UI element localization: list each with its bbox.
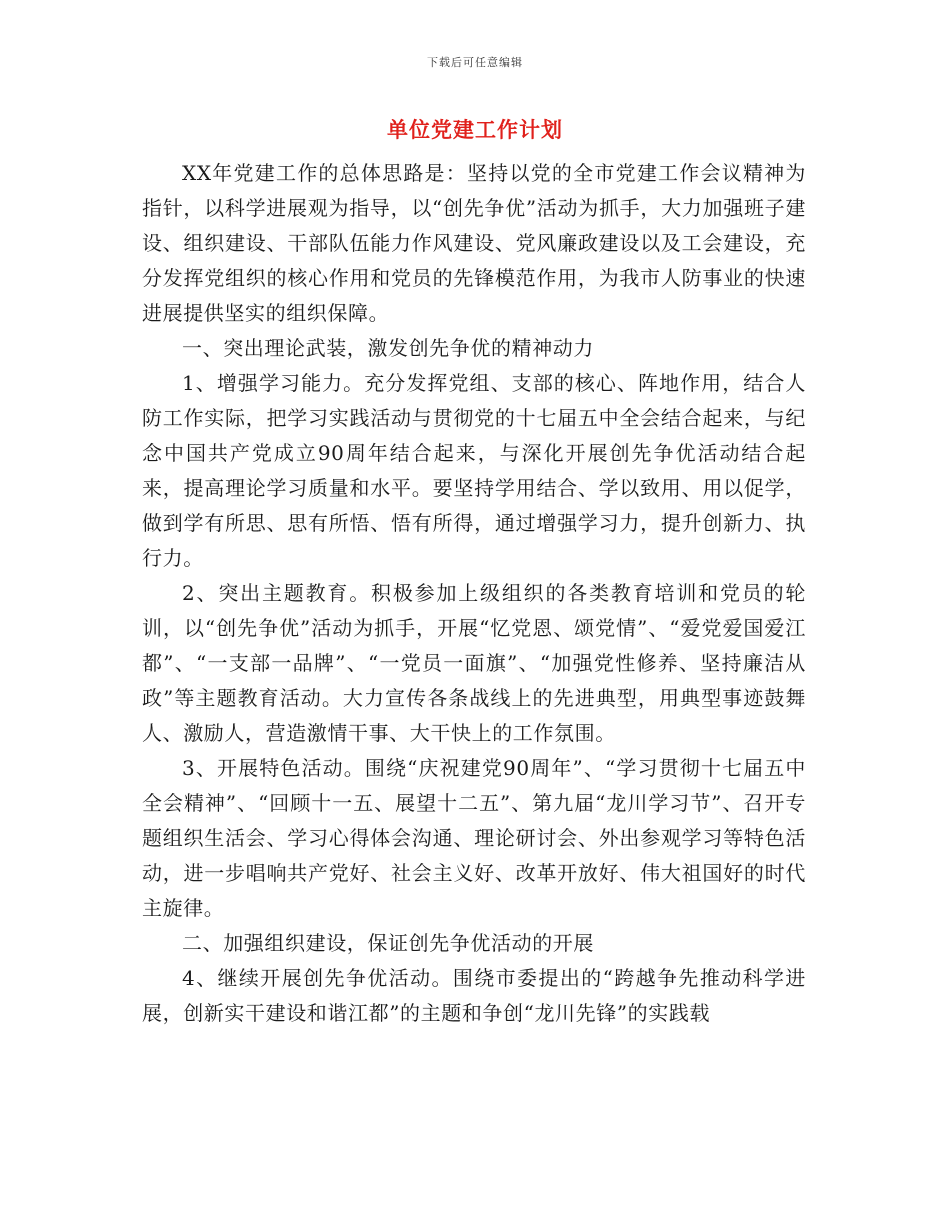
- item-paragraph-3: 3、开展特色活动。围绕“庆祝建党90周年”、“学习贯彻十七届五中全会精神”、“回顾十一五、展望十二五”、第九届“龙川学习节”、召开专题组织生活会、学习心得体会沟通、理论研讨会、外出参观学习等特色活动，进一步唱响共产党好、社会主义好、改革开放好、伟大祖国好的时代主旋律。: [142, 756, 806, 920]
- section-heading-1: 一、突出理论武装，激发创先争优的精神动力: [182, 336, 594, 360]
- item-paragraph-4: 4、继续开展创先争优活动。围绕市委提出的“跨越争先推动科学进展，创新实干建设和谐江都”的主题和争创“龙川先锋”的实践载: [142, 966, 806, 1025]
- header-note: 下载后可任意编辑: [427, 56, 523, 69]
- item-paragraph-2: 2、突出主题教育。积极参加上级组织的各类教育培训和党员的轮训，以“创先争优”活动为抓手，开展“忆党恩、颂党情”、“爱党爱国爱江都”、“一支部一品牌”、“一党员一面旗”、“加强党性修养、坚持廉洁从政”等主题教育活动。大力宣传各条战线上的先进典型，用典型事迹鼓舞人、激励人，营造激情干事、大干快上的工作氛围。: [142, 581, 806, 745]
- section-heading-2: 二、加强组织建设，保证创先争优活动的开展: [182, 931, 594, 955]
- intro-paragraph: XX年党建工作的总体思路是：坚持以党的全市党建工作会议精神为指针，以科学进展观为指导，以“创先争优”活动为抓手，大力加强班子建设、组织建设、干部队伍能力作风建设、党风廉政建设以及工会建设，充分发挥党组织的核心作用和党员的先锋模范作用，为我市人防事业的快速进展提供坚实的组织保障。: [142, 161, 806, 325]
- document-title: 单位党建工作计划: [387, 117, 563, 142]
- document-body: [142, 156, 806, 1031]
- item-paragraph-1: 1、增强学习能力。充分发挥党组、支部的核心、阵地作用，结合人防工作实际，把学习实践活动与贯彻党的十七届五中全会结合起来，与纪念中国共产党成立90周年结合起来，与深化开展创先争优活动结合起来，提高理论学习质量和水平。要坚持学用结合、学以致用、用以促学，做到学有所思、思有所悟、悟有所得，通过增强学习力，提升创新力、执行力。: [142, 371, 806, 570]
